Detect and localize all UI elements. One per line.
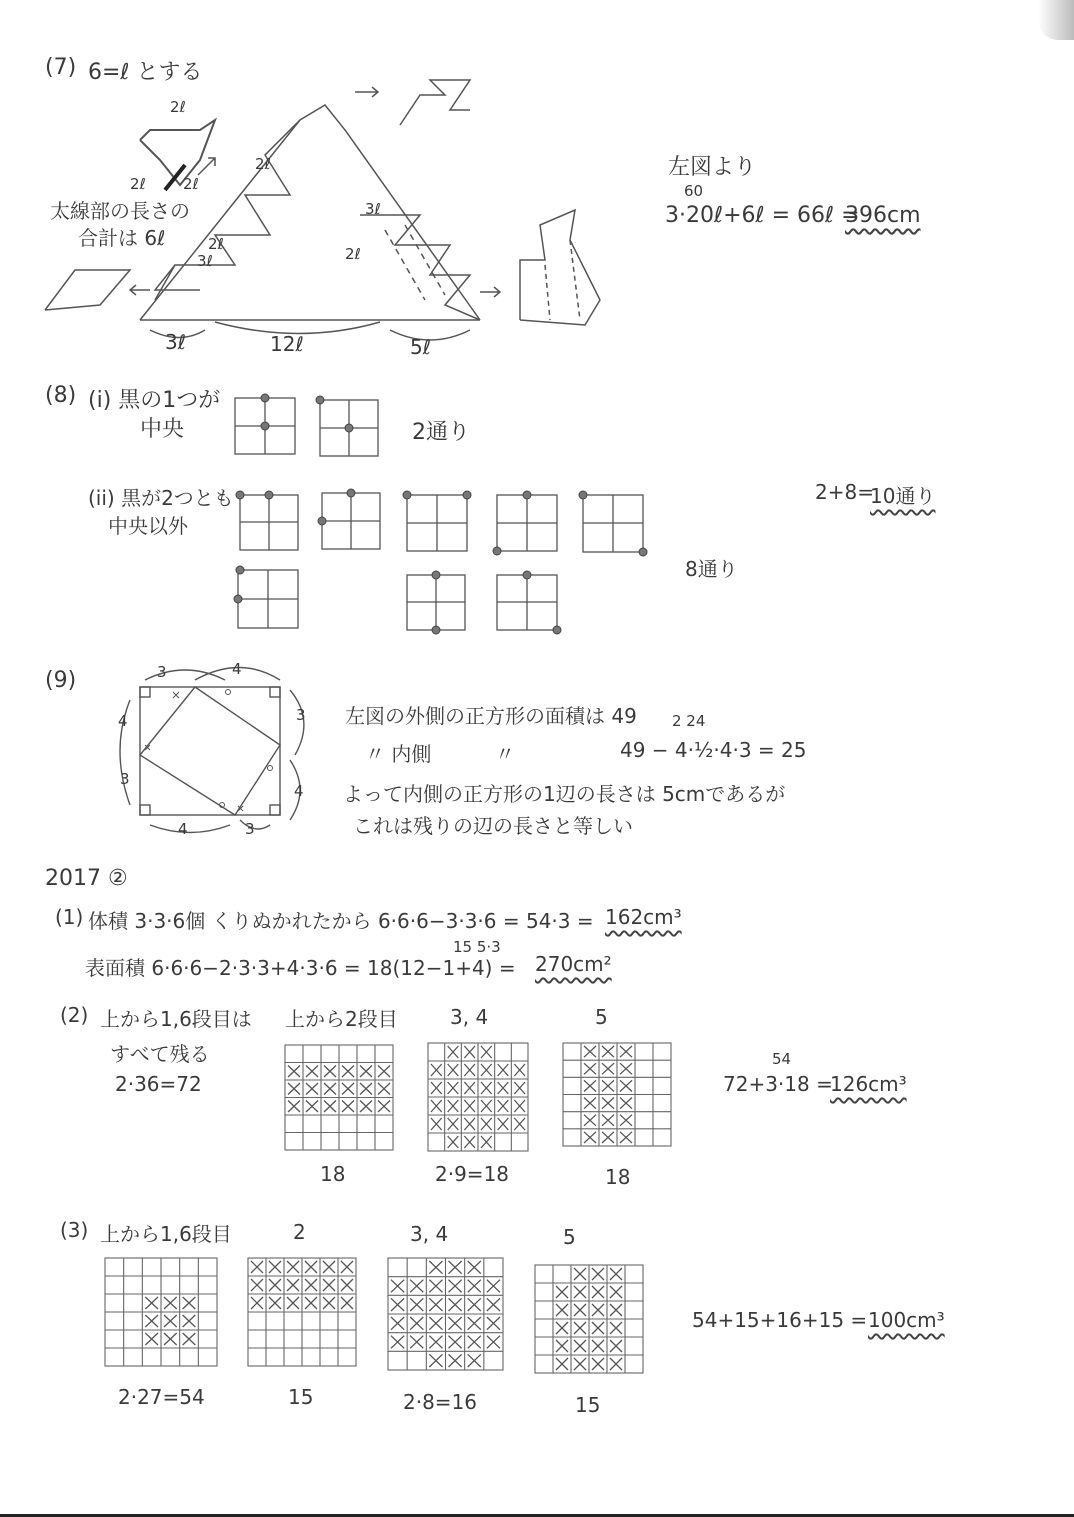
q3-head3: 3, 4 <box>410 1222 449 1246</box>
removed-cube-cross <box>514 1082 525 1094</box>
removed-cube-cross <box>481 1046 492 1058</box>
removed-cube-cross <box>145 1315 158 1327</box>
removed-cube-cross <box>620 1046 632 1057</box>
removed-cube-cross <box>620 1132 632 1143</box>
removed-cube-cross <box>481 1082 492 1094</box>
removed-cube-cross <box>584 1132 596 1143</box>
removed-cube-cross <box>592 1340 604 1352</box>
removed-cube-cross <box>305 1261 317 1273</box>
q2-small: 54 <box>772 1050 792 1068</box>
base-5l: 5ℓ <box>410 335 431 359</box>
removed-cube-cross <box>323 1261 335 1273</box>
p9-calc-small: 2 24 <box>672 712 706 730</box>
removed-cube-cross <box>410 1280 423 1293</box>
label-3l: 3ℓ <box>365 200 381 218</box>
removed-cube-cross <box>584 1063 596 1074</box>
p8-case-ii-count: 8通り <box>685 557 738 581</box>
p9-lab: 4 <box>294 782 304 800</box>
q2-label: (2) <box>60 1003 89 1027</box>
removed-cube-cross <box>251 1261 263 1273</box>
removed-cube-cross <box>602 1115 614 1126</box>
removed-cube-cross <box>481 1118 492 1130</box>
removed-cube-cross <box>602 1098 614 1109</box>
q2-line2: すべて残る <box>110 1042 210 1066</box>
q3-head4: 5 <box>563 1225 576 1249</box>
removed-cube-cross <box>324 1101 336 1113</box>
removed-cube-cross <box>429 1354 442 1367</box>
removed-cube-cross <box>360 1101 372 1113</box>
removed-cube-cross <box>574 1268 586 1280</box>
removed-cube-cross <box>288 1101 300 1113</box>
q1-volume: 体積 3·3·6個 くりぬかれたから 6·6·6−3·3·6 = 54·3 = <box>88 909 594 933</box>
q3-foot4: 15 <box>575 1393 601 1417</box>
removed-cube-cross <box>183 1315 196 1327</box>
removed-cube-cross <box>487 1298 500 1311</box>
removed-cube-cross <box>342 1083 354 1095</box>
q1-surface: 表面積 6·6·6−2·3·3+4·3·6 = 18(12−1+4) = <box>85 956 516 980</box>
layer-grid-3 <box>563 1043 671 1146</box>
q3-foot3: 2·8=16 <box>403 1390 478 1414</box>
q3-label: (3) <box>60 1218 89 1242</box>
p8-case-ii-line1: (ii) 黒が2つとも <box>88 486 234 510</box>
q2-answer: 126cm³ <box>830 1072 907 1096</box>
label-3l: 3ℓ <box>197 252 213 270</box>
removed-cube-cross <box>429 1317 442 1330</box>
label-2l: 2ℓ <box>183 175 199 193</box>
p8-sum-expr: 2+8= <box>815 480 874 504</box>
removed-cube-cross <box>305 1297 317 1309</box>
p8-answer: 10通り <box>870 484 936 508</box>
removed-cube-cross <box>306 1101 318 1113</box>
removed-cube-cross <box>481 1064 492 1076</box>
removed-cube-cross <box>620 1098 632 1109</box>
removed-cube-cross <box>449 1298 462 1311</box>
removed-cube-cross <box>464 1046 475 1058</box>
removed-cube-cross <box>323 1279 335 1291</box>
q1-small: 15 5·3 <box>453 938 501 956</box>
layer-grid-4 <box>105 1258 217 1366</box>
p8-case-ii-line2: 中央以外 <box>108 514 188 538</box>
removed-cube-cross <box>449 1280 462 1293</box>
p9-line1: 左図の外側の正方形の面積は 49 <box>345 704 637 728</box>
removed-cube-cross <box>574 1304 586 1316</box>
removed-cube-cross <box>448 1100 459 1112</box>
removed-cube-cross <box>464 1082 475 1094</box>
removed-cube-cross <box>448 1136 459 1148</box>
p7-answer: 396cm <box>845 203 921 228</box>
removed-cube-cross <box>610 1304 622 1316</box>
removed-cube-cross <box>449 1336 462 1349</box>
removed-cube-cross <box>574 1322 586 1334</box>
q2-grid3-foot: 18 <box>605 1165 631 1189</box>
removed-cube-cross <box>269 1279 281 1291</box>
removed-cube-cross <box>410 1317 423 1330</box>
removed-cube-cross <box>574 1286 586 1298</box>
removed-cube-cross <box>498 1064 509 1076</box>
label-2l: 2ℓ <box>170 98 186 116</box>
removed-cube-cross <box>602 1132 614 1143</box>
removed-cube-cross <box>610 1340 622 1352</box>
label-2l: 2ℓ <box>208 235 224 253</box>
removed-cube-cross <box>610 1358 622 1370</box>
removed-cube-cross <box>448 1064 459 1076</box>
removed-cube-cross <box>468 1298 481 1311</box>
q2-grid2-head: 3, 4 <box>450 1005 489 1029</box>
removed-cube-cross <box>468 1280 481 1293</box>
removed-cube-cross <box>592 1358 604 1370</box>
removed-cube-cross <box>592 1322 604 1334</box>
removed-cube-cross <box>487 1336 500 1349</box>
removed-cube-cross <box>514 1064 525 1076</box>
removed-cube-cross <box>410 1336 423 1349</box>
layer-grid-1 <box>285 1045 393 1150</box>
removed-cube-cross <box>431 1118 442 1130</box>
removed-cube-cross <box>342 1101 354 1113</box>
removed-cube-cross <box>164 1333 177 1345</box>
p7-note-line2: 合計は 6ℓ <box>78 226 166 250</box>
p9-lab: 3 <box>120 770 130 788</box>
removed-cube-cross <box>448 1046 459 1058</box>
p9-lab: 3 <box>245 820 255 838</box>
q3-expr: 54+15+16+15 = <box>692 1308 868 1332</box>
removed-cube-cross <box>391 1298 404 1311</box>
removed-cube-cross <box>556 1304 568 1316</box>
removed-cube-cross <box>431 1064 442 1076</box>
removed-cube-cross <box>341 1279 353 1291</box>
removed-cube-cross <box>391 1336 404 1349</box>
removed-cube-cross <box>448 1082 459 1094</box>
p8-case-i-count: 2通り <box>412 420 470 445</box>
p7-side-head: 左図より <box>668 155 757 180</box>
p9-lab: 4 <box>178 820 188 838</box>
removed-cube-cross <box>514 1100 525 1112</box>
removed-cube-cross <box>602 1063 614 1074</box>
q2-grid3-head: 5 <box>595 1005 608 1029</box>
removed-cube-cross <box>306 1066 318 1078</box>
base-3l: 3ℓ <box>165 330 186 354</box>
removed-cube-cross <box>251 1297 263 1309</box>
removed-cube-cross <box>341 1261 353 1273</box>
removed-cube-cross <box>431 1082 442 1094</box>
removed-cube-cross <box>183 1333 196 1345</box>
removed-cube-cross <box>342 1066 354 1078</box>
removed-cube-cross <box>592 1304 604 1316</box>
q1-label: (1) <box>55 905 84 929</box>
removed-cube-cross <box>378 1101 390 1113</box>
p7-formula: 3·20ℓ+6ℓ = 66ℓ = <box>665 203 860 228</box>
removed-cube-cross <box>449 1261 462 1274</box>
removed-cube-cross <box>464 1136 475 1148</box>
removed-cube-cross <box>592 1286 604 1298</box>
layer-grid-6 <box>388 1258 503 1370</box>
label-2l: 2ℓ <box>255 155 271 173</box>
removed-cube-cross <box>468 1317 481 1330</box>
q3-head1: 上から1,6段目 <box>100 1222 232 1246</box>
q2-grid2-foot: 2·9=18 <box>435 1162 510 1186</box>
removed-cube-cross <box>592 1268 604 1280</box>
removed-cube-cross <box>556 1286 568 1298</box>
p9-line3: よって内側の正方形の1辺の長さは 5cmであるが <box>343 782 786 806</box>
removed-cube-cross <box>602 1080 614 1091</box>
removed-cube-cross <box>449 1354 462 1367</box>
removed-cube-cross <box>429 1261 442 1274</box>
removed-cube-cross <box>323 1297 335 1309</box>
removed-cube-cross <box>620 1115 632 1126</box>
removed-cube-cross <box>620 1063 632 1074</box>
q2-line1: 上から1,6段目は <box>100 1007 252 1031</box>
removed-cube-cross <box>602 1046 614 1057</box>
p8-case-i-line2: 中央 <box>140 417 185 442</box>
removed-cube-cross <box>287 1261 299 1273</box>
p9-label: (9) <box>45 668 77 693</box>
removed-cube-cross <box>164 1315 177 1327</box>
removed-cube-cross <box>487 1280 500 1293</box>
q2-grid1-foot: 18 <box>320 1162 346 1186</box>
removed-cube-cross <box>468 1261 481 1274</box>
removed-cube-cross <box>429 1336 442 1349</box>
removed-cube-cross <box>610 1286 622 1298</box>
q3-foot1: 2·27=54 <box>118 1385 205 1409</box>
q2-grid1-head: 上から2段目 <box>285 1007 398 1031</box>
removed-cube-cross <box>378 1083 390 1095</box>
q3-answer: 100cm³ <box>868 1308 945 1332</box>
removed-cube-cross <box>391 1317 404 1330</box>
removed-cube-cross <box>288 1066 300 1078</box>
p9-calc: 49 − 4·½·4·3 = 25 <box>620 738 807 762</box>
removed-cube-cross <box>448 1118 459 1130</box>
p8-case-i-line1: (i) 黒の1つが <box>88 388 221 413</box>
removed-cube-cross <box>556 1340 568 1352</box>
p8-label: (8) <box>45 383 77 408</box>
layer-grid-2 <box>428 1043 528 1151</box>
removed-cube-cross <box>574 1358 586 1370</box>
removed-cube-cross <box>464 1100 475 1112</box>
p9-lab: 4 <box>118 712 128 730</box>
q1-surface-answer: 270cm² <box>535 952 612 976</box>
removed-cube-cross <box>498 1118 509 1130</box>
q3-foot2: 15 <box>288 1385 314 1409</box>
removed-cube-cross <box>145 1333 158 1345</box>
removed-cube-cross <box>481 1136 492 1148</box>
label-2l: 2ℓ <box>345 245 361 263</box>
removed-cube-cross <box>464 1064 475 1076</box>
removed-cube-cross <box>341 1297 353 1309</box>
removed-cube-cross <box>584 1046 596 1057</box>
p7-label: (7) <box>45 55 77 80</box>
removed-cube-cross <box>269 1261 281 1273</box>
removed-cube-cross <box>360 1083 372 1095</box>
removed-cube-cross <box>183 1297 196 1309</box>
p9-lab: 4 <box>232 660 242 678</box>
q2-line3: 2·36=72 <box>115 1072 202 1096</box>
removed-cube-cross <box>498 1082 509 1094</box>
removed-cube-cross <box>324 1083 336 1095</box>
removed-cube-cross <box>429 1280 442 1293</box>
removed-cube-cross <box>556 1358 568 1370</box>
p9-line2a: 〃 内側 <box>365 742 432 766</box>
layer-grid-5 <box>248 1258 356 1366</box>
removed-cube-cross <box>269 1297 281 1309</box>
removed-cube-cross <box>429 1298 442 1311</box>
removed-cube-cross <box>391 1280 404 1293</box>
removed-cube-cross <box>514 1118 525 1130</box>
removed-cube-cross <box>487 1317 500 1330</box>
removed-cube-cross <box>410 1298 423 1311</box>
removed-cube-cross <box>610 1322 622 1334</box>
removed-cube-cross <box>574 1340 586 1352</box>
p9-line2b: 〃 <box>495 742 515 766</box>
removed-cube-cross <box>306 1083 318 1095</box>
removed-cube-cross <box>378 1066 390 1078</box>
p7-small-60: 60 <box>684 182 704 200</box>
p7-heading: 6=ℓ とする <box>88 60 203 85</box>
removed-cube-cross <box>584 1080 596 1091</box>
removed-cube-cross <box>584 1098 596 1109</box>
layer-grid-7 <box>535 1265 643 1373</box>
removed-cube-cross <box>360 1066 372 1078</box>
section-title-2017: 2017 ② <box>45 866 128 891</box>
removed-cube-cross <box>481 1100 492 1112</box>
removed-cube-cross <box>288 1083 300 1095</box>
removed-cube-cross <box>610 1268 622 1280</box>
removed-cube-cross <box>584 1115 596 1126</box>
q2-expr: 72+3·18 = <box>723 1072 833 1096</box>
p9-lab: 3 <box>296 706 306 724</box>
removed-cube-cross <box>305 1279 317 1291</box>
p9-lab: 3 <box>157 663 167 681</box>
removed-cube-cross <box>464 1118 475 1130</box>
removed-cube-cross <box>468 1336 481 1349</box>
removed-cube-cross <box>556 1322 568 1334</box>
removed-cube-cross <box>324 1066 336 1078</box>
removed-cube-cross <box>498 1100 509 1112</box>
removed-cube-cross <box>251 1279 263 1291</box>
p7-note-line1: 太線部の長さの <box>50 199 190 223</box>
removed-cube-cross <box>164 1297 177 1309</box>
label-2l: 2ℓ <box>130 175 146 193</box>
removed-cube-cross <box>468 1354 481 1367</box>
removed-cube-cross <box>287 1297 299 1309</box>
q3-head2: 2 <box>293 1220 306 1244</box>
removed-cube-cross <box>449 1317 462 1330</box>
removed-cube-cross <box>431 1100 442 1112</box>
q1-volume-answer: 162cm³ <box>605 905 682 929</box>
removed-cube-cross <box>620 1080 632 1091</box>
removed-cube-cross <box>287 1279 299 1291</box>
base-12l: 12ℓ <box>270 332 304 356</box>
p9-line4: これは残りの辺の長さと等しい <box>353 814 633 838</box>
removed-cube-cross <box>145 1297 158 1309</box>
